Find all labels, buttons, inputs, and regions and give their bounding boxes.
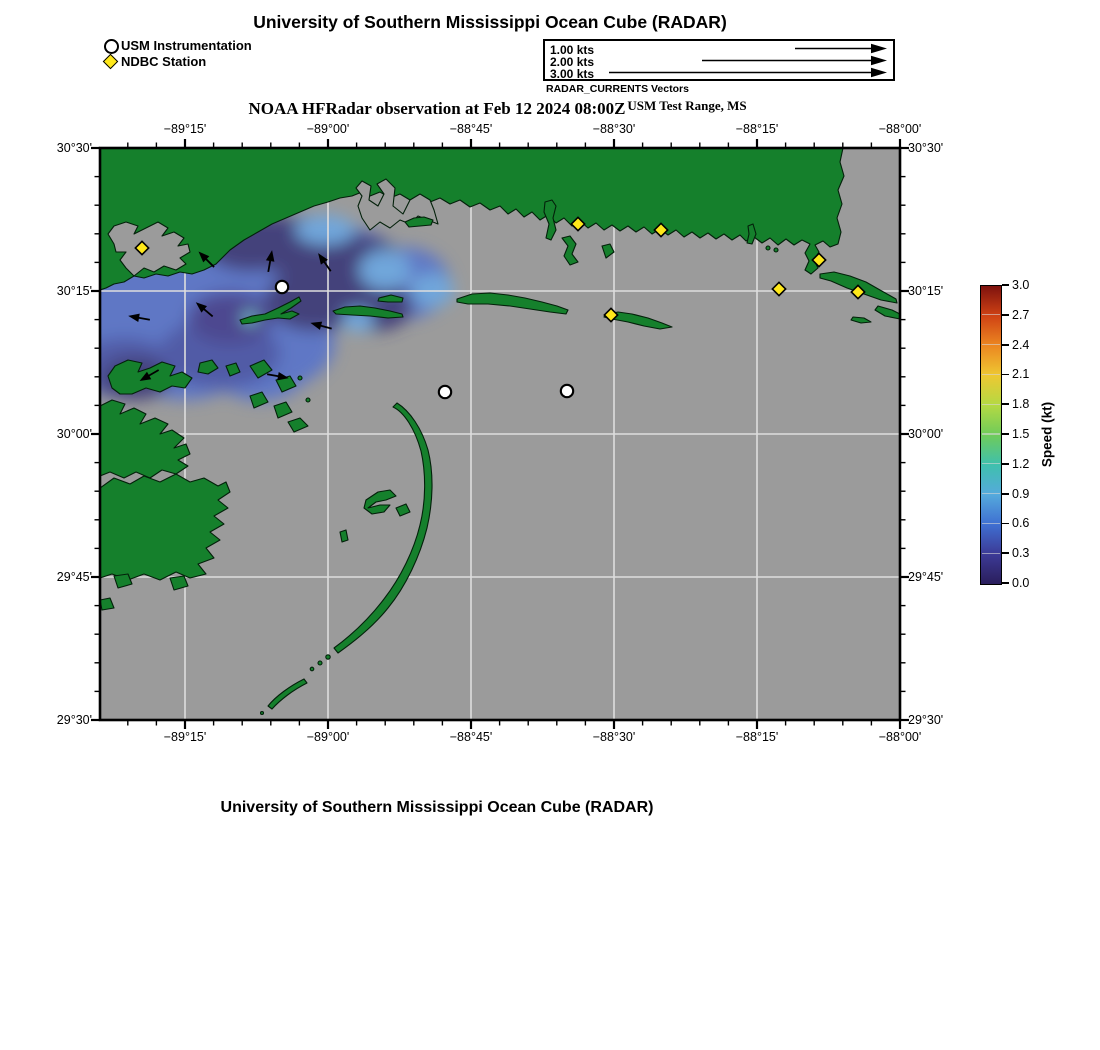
- x-tick-label-bottom: −89°00': [306, 730, 350, 744]
- y-tick-label-left: 29°30': [56, 713, 92, 727]
- colorbar-tick: [1002, 374, 1009, 376]
- x-tick-label-bottom: −89°15': [163, 730, 207, 744]
- test-range-label: USM Test Range, MS: [627, 98, 747, 113]
- x-tick-label-bottom: −88°15': [735, 730, 779, 744]
- chandeleur-fragment: [310, 667, 314, 671]
- y-tick-label-left: 30°00': [56, 427, 92, 441]
- colorbar-tick-label: 0.6: [1012, 516, 1030, 531]
- colorbar-gridline: [982, 433, 1001, 434]
- colorbar-tick-label: 2.1: [1012, 367, 1030, 382]
- colorbar-tick: [1002, 552, 1009, 554]
- y-tick-label-left: 29°45': [56, 570, 92, 584]
- x-tick-label-top: −88°15': [735, 122, 779, 136]
- speed-blob: [410, 273, 454, 307]
- y-tick-label-left: 30°30': [56, 141, 92, 155]
- x-tick-label-bottom: −88°00': [878, 730, 922, 744]
- colorbar-tick-label: 1.2: [1012, 456, 1030, 471]
- footer-title: University of Southern Mississippi Ocean Cube (RADAR): [220, 799, 654, 816]
- colorbar-gridline: [982, 553, 1001, 554]
- x-tick-label-top: −89°00': [306, 122, 350, 136]
- marsh-dot: [306, 398, 310, 402]
- y-tick-label-left: 30°15': [56, 284, 92, 298]
- y-tick-label-right: 29°45': [908, 570, 944, 584]
- colorbar-gridline: [982, 493, 1001, 494]
- colorbar-gridline: [982, 374, 1001, 375]
- colorbar-tick-label: 0.9: [1012, 486, 1030, 501]
- legend-ndbc-label: NDBC Station: [121, 54, 207, 69]
- vector-scale-box: [543, 39, 895, 81]
- colorbar-gridline: [982, 463, 1001, 464]
- colorbar-tick: [1002, 493, 1009, 495]
- usm-instrument-marker: [276, 281, 288, 293]
- island-mid-3: [340, 530, 348, 542]
- usm-instrument-marker: [439, 386, 451, 398]
- colorbar-tick: [1002, 433, 1009, 435]
- colorbar-tick-label: 1.5: [1012, 427, 1030, 441]
- colorbar: [980, 285, 1002, 585]
- speed-blob: [295, 215, 355, 245]
- x-tick-label-top: −88°30': [592, 122, 636, 136]
- speed-blob: [359, 250, 411, 290]
- chandeleur-fragment: [318, 661, 322, 665]
- scale-arrow-head: [871, 56, 887, 66]
- vector-scale-arrows: [545, 41, 893, 79]
- colorbar-gridline: [982, 344, 1001, 345]
- colorbar-tick: [1002, 284, 1009, 286]
- legend-usm-label: USM Instrumentation: [121, 38, 252, 53]
- y-tick-label-right: 30°30': [908, 141, 944, 155]
- colorbar-tick: [1002, 523, 1009, 525]
- observation-subtitle: NOAA HFRadar observation at Feb 12 2024 08:00Z: [248, 99, 626, 118]
- x-tick-label-top: −88°45': [449, 122, 493, 136]
- colorbar-tick: [1002, 582, 1009, 584]
- x-tick-label-top: −89°15': [163, 122, 207, 136]
- map-canvas: [100, 148, 900, 720]
- colorbar-gridline: [982, 404, 1001, 405]
- x-tick-label-bottom: −88°30': [592, 730, 636, 744]
- x-tick-label-top: −88°00': [878, 122, 922, 136]
- colorbar-tick-label: 0.0: [1012, 576, 1030, 590]
- y-tick-label-right: 29°30': [908, 713, 944, 727]
- colorbar-title: Speed (kt): [1039, 401, 1055, 468]
- scale-arrow-head: [871, 68, 887, 78]
- colorbar-tick: [1002, 403, 1009, 405]
- colorbar-tick-label: 0.3: [1012, 546, 1030, 561]
- colorbar-tick: [1002, 314, 1009, 316]
- usm-instrumentation-icon: [104, 39, 119, 54]
- colorbar-tick-label: 2.4: [1012, 337, 1030, 352]
- colorbar-tick-label: 1.8: [1012, 397, 1030, 412]
- page-title: University of Southern Mississippi Ocean Cube (RADAR): [253, 12, 727, 32]
- vector-scale-row-1: 1.00 kts: [550, 43, 595, 57]
- islet-dot: [766, 246, 770, 250]
- vector-scale-caption: RADAR_CURRENTS Vectors: [546, 83, 689, 95]
- colorbar-tick: [1002, 463, 1009, 465]
- chandeleur-fragment: [261, 712, 264, 715]
- islet-dot: [774, 248, 778, 252]
- marsh-dot: [298, 376, 302, 380]
- chandeleur-fragment: [326, 655, 330, 659]
- colorbar-gridline: [982, 523, 1001, 524]
- x-tick-label-bottom: −88°45': [449, 730, 493, 744]
- vector-scale-row-2: 2.00 kts: [550, 55, 595, 69]
- vector-scale-row-3: 3.00 kts: [550, 67, 595, 81]
- usm-instrument-marker: [561, 385, 573, 397]
- ndbc-station-icon: [103, 54, 119, 70]
- colorbar-tick-label: 2.7: [1012, 307, 1030, 322]
- colorbar-tick: [1002, 344, 1009, 346]
- colorbar-tick-label: 3.0: [1012, 278, 1030, 292]
- scale-arrow-head: [871, 44, 887, 54]
- y-tick-label-right: 30°15': [908, 284, 944, 298]
- colorbar-gridline: [982, 314, 1001, 315]
- y-tick-label-right: 30°00': [908, 427, 944, 441]
